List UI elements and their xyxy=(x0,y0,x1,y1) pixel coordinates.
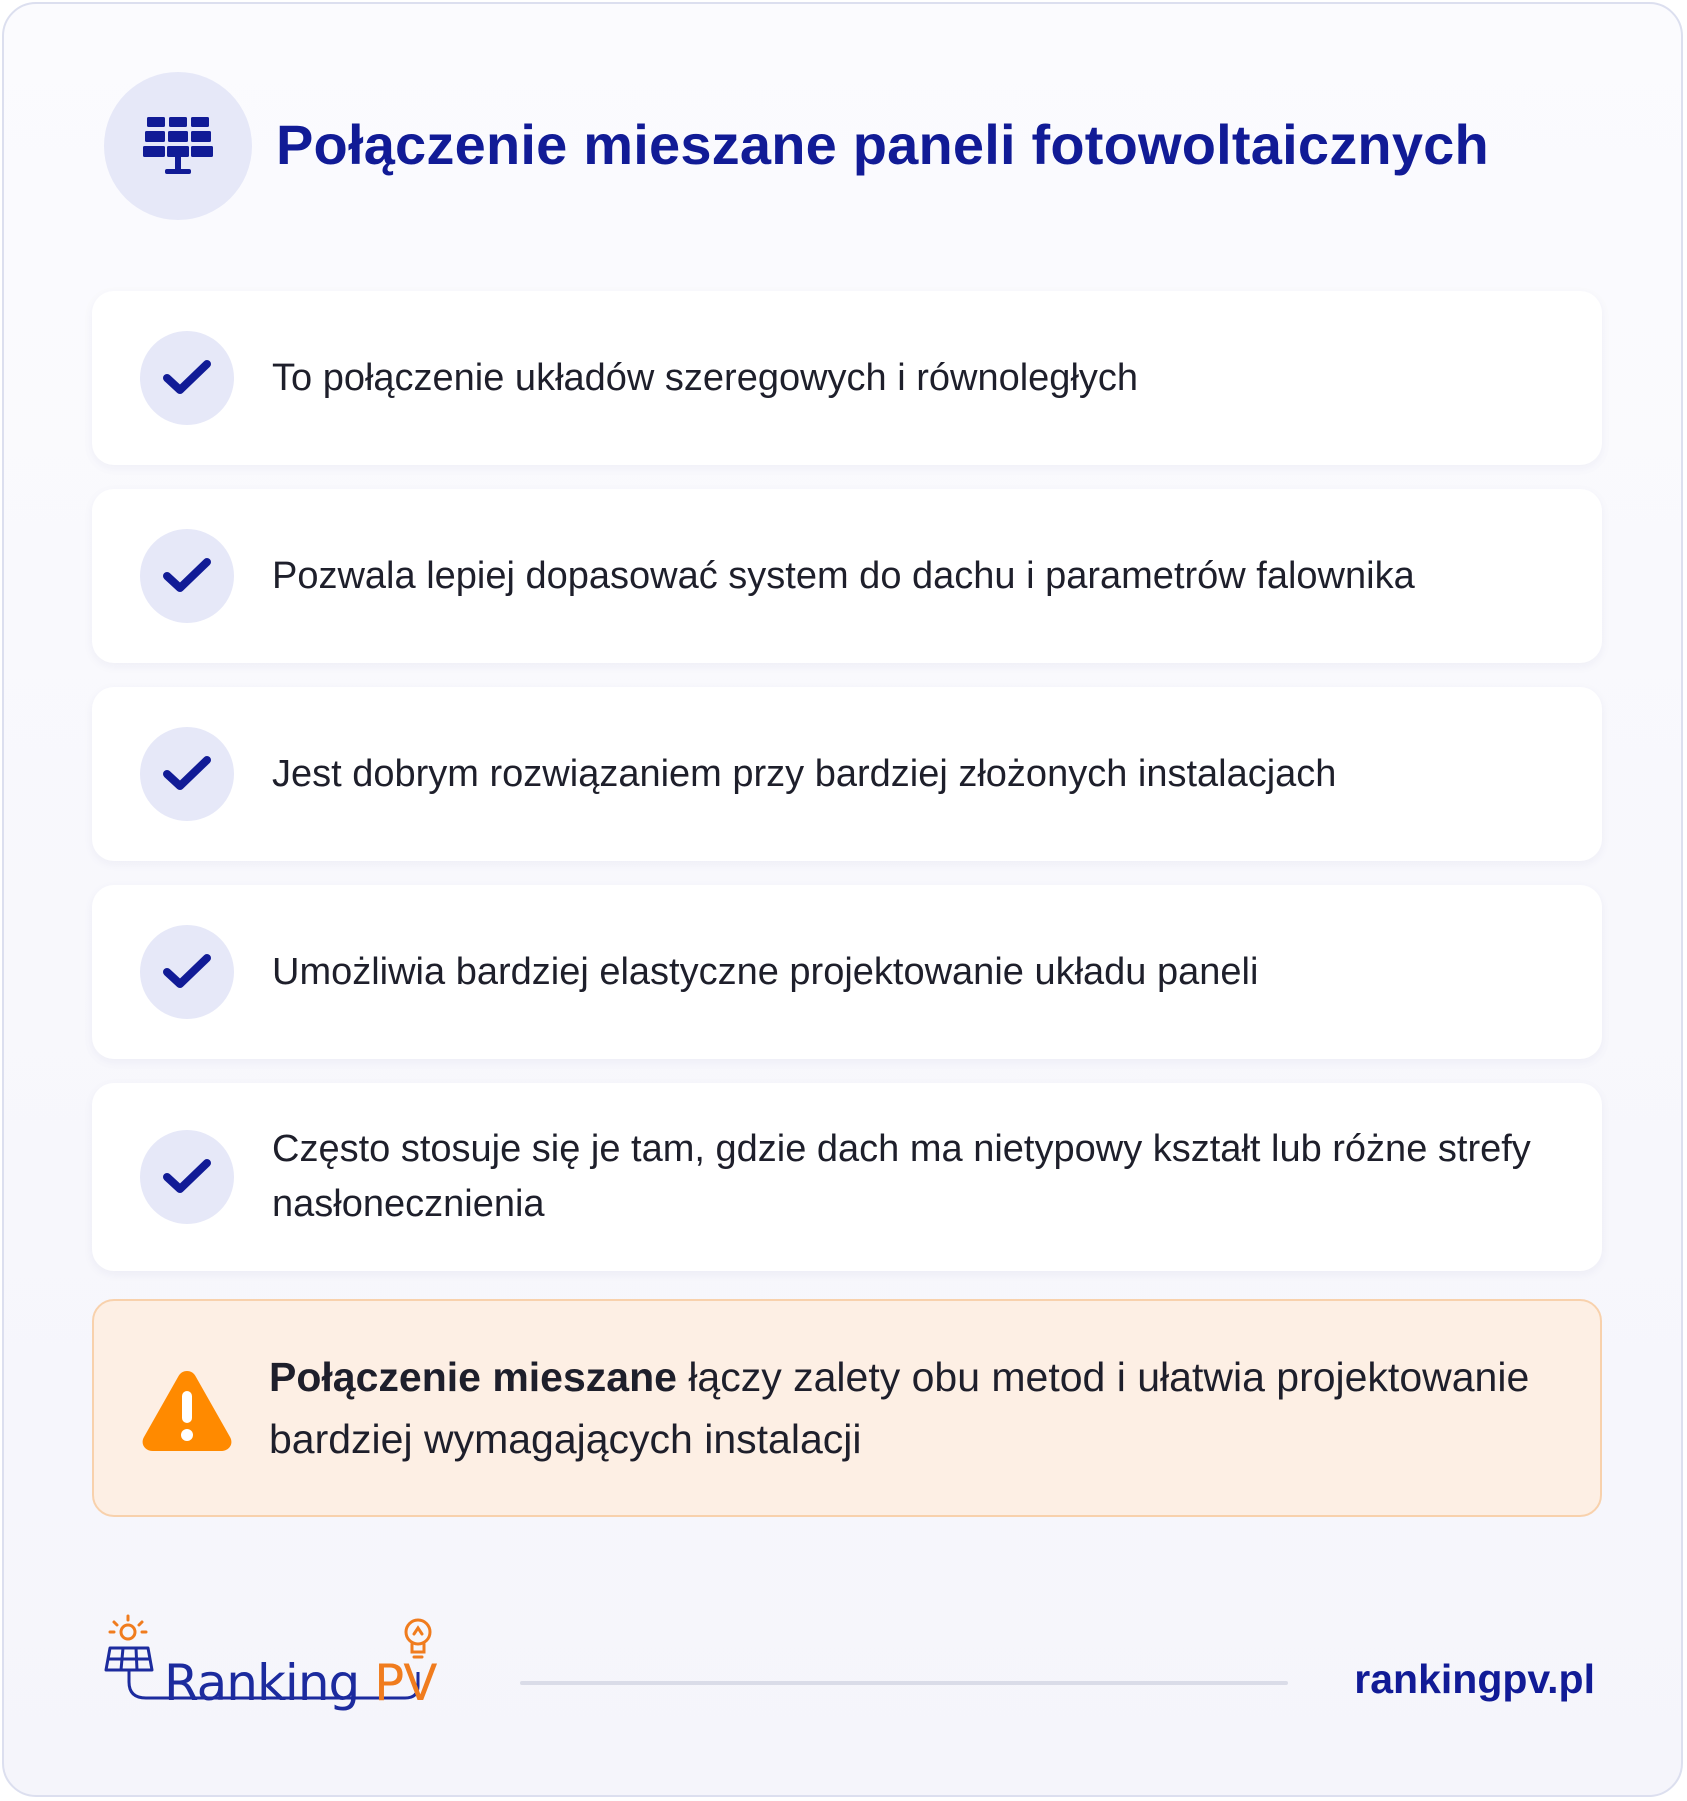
feature-list xyxy=(92,291,1602,1295)
list-item xyxy=(92,291,1602,465)
list-item-text: Często stosuje się je tam, gdzie dach ma nietypowy kształt lub różne strefy nasłonecznienia xyxy=(272,1128,1531,1225)
callout-strong: Połączenie mieszane xyxy=(269,1354,677,1400)
logo-ranking-text: Ranking xyxy=(164,1654,360,1712)
callout-text xyxy=(269,1301,1560,1515)
list-item-text: Umożliwia bardziej elastyczne projektowanie układu paneli xyxy=(272,950,1259,993)
list-item-text: Pozwala lepiej dopasować system do dachu i parametrów falownika xyxy=(272,554,1415,597)
logo-pv-text: PV xyxy=(374,1654,437,1712)
checkmark-icon xyxy=(140,925,234,1019)
header xyxy=(104,72,1604,220)
checkmark-icon xyxy=(140,331,234,425)
list-item-text: To połączenie układów szeregowych i równoległych xyxy=(272,356,1139,399)
warning-icon xyxy=(140,1367,234,1458)
list-item xyxy=(92,1083,1602,1271)
list-item xyxy=(92,489,1602,663)
checkmark-icon xyxy=(140,727,234,821)
summary-callout xyxy=(92,1299,1602,1517)
infographic-card xyxy=(2,2,1683,1797)
checkmark-icon xyxy=(140,529,234,623)
ranking-pv-logo xyxy=(100,1614,470,1724)
list-item-text: Jest dobrym rozwiązaniem przy bardziej złożonych instalacjach xyxy=(272,752,1337,795)
footer xyxy=(4,1614,1687,1734)
footer-divider xyxy=(520,1681,1288,1685)
solar-panel-icon xyxy=(104,72,252,220)
callout-body: łączy zalety obu metod i ułatwia projektowanie bardziej wymagających instalacji xyxy=(269,1354,1530,1462)
logo-wordmark xyxy=(164,1654,437,1712)
list-item xyxy=(92,687,1602,861)
page-title: Połączenie mieszane paneli fotowoltaicznych xyxy=(276,113,1489,176)
checkmark-icon xyxy=(140,1130,234,1224)
list-item xyxy=(92,885,1602,1059)
website-link[interactable]: rankingpv.pl xyxy=(1354,1656,1595,1702)
